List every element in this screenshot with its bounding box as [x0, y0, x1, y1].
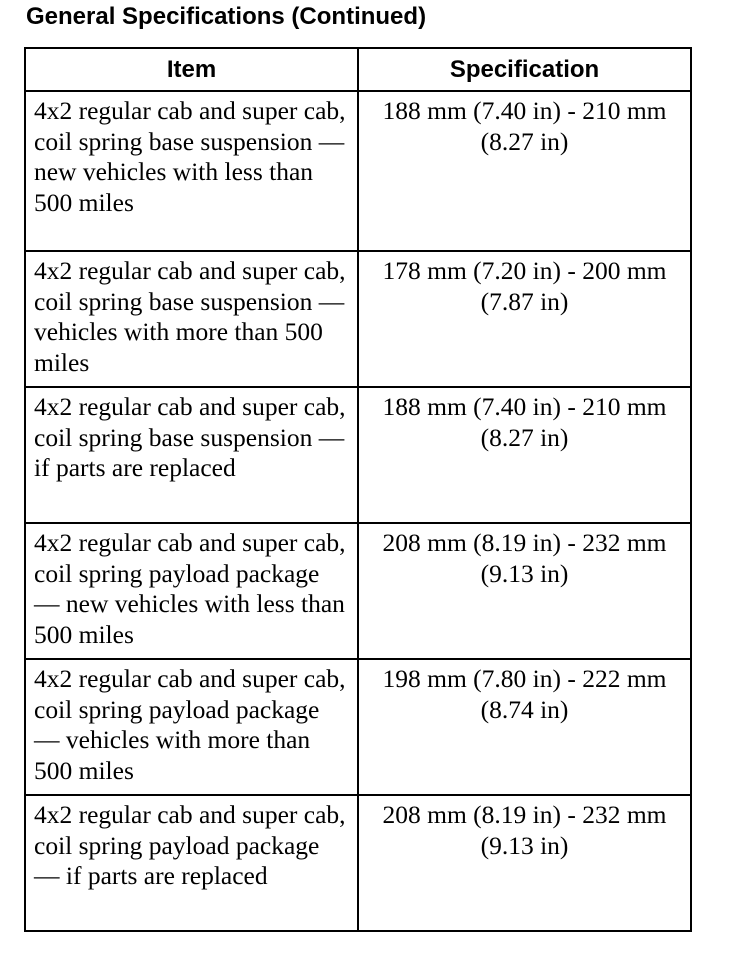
specification-cell: 198 mm (7.80 in) - 222 mm (8.74 in) [358, 659, 691, 795]
table-row [25, 659, 691, 795]
specification-cell: 208 mm (8.19 in) - 232 mm (9.13 in) [358, 523, 691, 659]
item-cell: 4x2 regular cab and super cab, coil spring payload package — vehicles with more than 500 miles [25, 659, 358, 795]
table-row [25, 795, 691, 931]
item-cell: 4x2 regular cab and super cab, coil spring payload package — new vehicles with less than 500 miles [25, 523, 358, 659]
item-cell: 4x2 regular cab and super cab, coil spring base suspension — if parts are replaced [25, 387, 358, 523]
table-row [25, 91, 691, 251]
column-header-specification: Specification [358, 48, 691, 91]
specification-cell: 178 mm (7.20 in) - 200 mm (7.87 in) [358, 251, 691, 387]
item-cell: 4x2 regular cab and super cab, coil spring base suspension — new vehicles with less than 500 miles [25, 91, 358, 251]
table-header-row [25, 48, 691, 91]
specifications-table [24, 47, 692, 932]
page-title: General Specifications (Continued) [26, 3, 427, 30]
table-row [25, 387, 691, 523]
specification-cell: 188 mm (7.40 in) - 210 mm (8.27 in) [358, 91, 691, 251]
table-row [25, 251, 691, 387]
specification-cell: 208 mm (8.19 in) - 232 mm (9.13 in) [358, 795, 691, 931]
item-cell: 4x2 regular cab and super cab, coil spring base suspension — vehicles with more than 500 miles [25, 251, 358, 387]
specification-cell: 188 mm (7.40 in) - 210 mm (8.27 in) [358, 387, 691, 523]
column-header-item: Item [25, 48, 358, 91]
table-row [25, 523, 691, 659]
item-cell: 4x2 regular cab and super cab, coil spring payload package — if parts are replaced [25, 795, 358, 931]
